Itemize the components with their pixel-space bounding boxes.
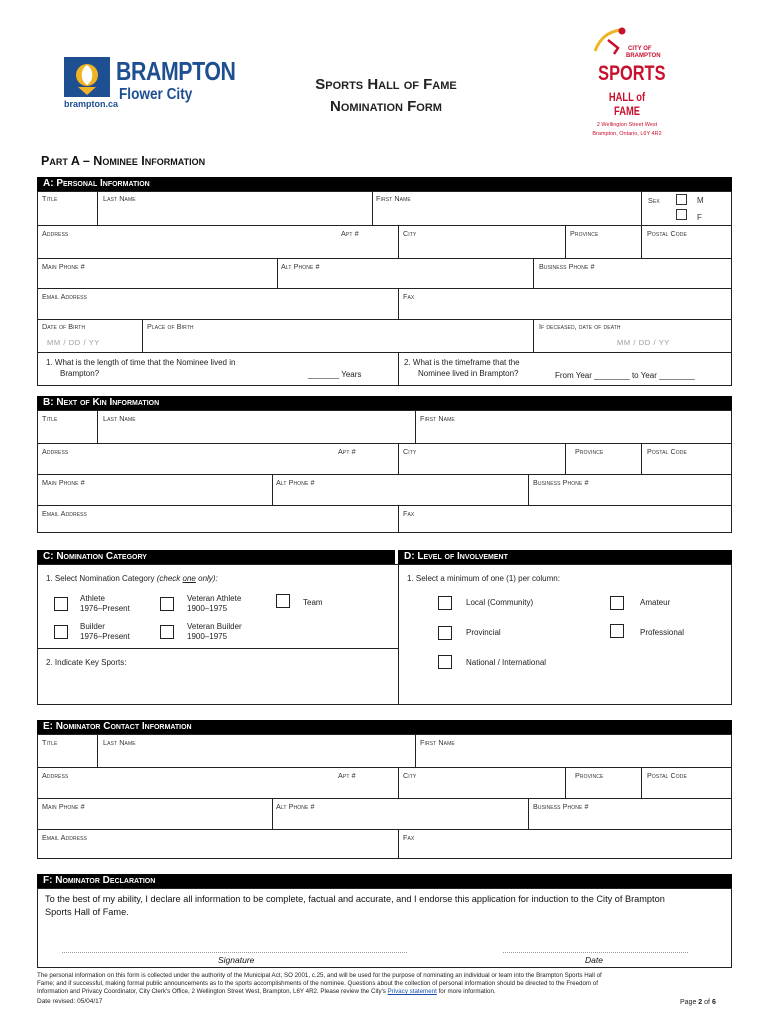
b-title-label: Title xyxy=(42,414,58,423)
section-a-header: A: Personal Information xyxy=(37,177,732,191)
builder-years: 1976–Present xyxy=(80,632,130,641)
amateur-label: Amateur xyxy=(640,598,671,607)
badge-city-2: BRAMPTON xyxy=(626,53,661,59)
b-main-phone-label: Main Phone # xyxy=(42,478,85,487)
death-date-hint[interactable]: MM / DD / YY xyxy=(617,338,670,347)
e-alt-phone-label: Alt Phone # xyxy=(276,802,315,811)
team-checkbox[interactable] xyxy=(276,594,290,608)
athlete-years: 1976–Present xyxy=(80,604,130,613)
c-question-2: 2. Indicate Key Sports: xyxy=(46,658,127,667)
e-email-label: Email Address xyxy=(42,833,87,842)
a-postal-label: Postal Code xyxy=(647,229,687,238)
e-city-label: City xyxy=(403,771,417,780)
a-question-1b: Brampton? xyxy=(60,369,100,378)
c-hint-one: one xyxy=(182,574,196,583)
page-of: of xyxy=(702,999,712,1006)
section-c-header: C: Nomination Category xyxy=(37,550,395,564)
a-first-name-label: First Name xyxy=(376,194,411,203)
athlete-figure-icon xyxy=(590,26,630,56)
a-fax-label: Fax xyxy=(403,292,415,301)
title-line-2: Nomination Form xyxy=(330,98,442,115)
signature-line[interactable] xyxy=(62,952,407,953)
signature-label: Signature xyxy=(218,955,255,965)
veteran-builder-checkbox[interactable] xyxy=(160,625,174,639)
builder-label: Builder xyxy=(80,622,105,631)
athlete-checkbox[interactable] xyxy=(54,597,68,611)
a-pob-label: Place of Birth xyxy=(147,322,194,331)
b-first-name-label: First Name xyxy=(420,414,455,423)
veteran-builder-label: Veteran Builder xyxy=(187,622,242,631)
c-hint-post: only): xyxy=(195,574,218,583)
b-address-label: Address xyxy=(42,447,69,456)
a-alt-phone-label: Alt Phone # xyxy=(281,262,320,271)
brampton-logo xyxy=(64,57,244,112)
b-last-name-label: Last Name xyxy=(103,414,136,423)
a-address-label: Address xyxy=(42,229,69,238)
e-apt-label: Apt # xyxy=(338,771,356,780)
provincial-checkbox[interactable] xyxy=(438,626,452,640)
section-d-header: D: Level of Involvement xyxy=(398,550,732,564)
logo-word: BRAMPTON xyxy=(116,56,236,86)
amateur-checkbox[interactable] xyxy=(610,596,624,610)
badge-address-2: Brampton, Ontario, L6Y 4R2 xyxy=(592,131,662,137)
b-province-label: Province xyxy=(575,447,604,456)
section-f-header: F: Nominator Declaration xyxy=(37,874,732,888)
e-address-label: Address xyxy=(42,771,69,780)
a-sex-label: Sex xyxy=(648,196,660,205)
a-deceased-label: If deceased, date of death xyxy=(539,322,621,331)
page-total: 6 xyxy=(711,999,716,1006)
section-cd-box xyxy=(37,564,732,705)
a-main-phone-label: Main Phone # xyxy=(42,262,85,271)
b-apt-label: Apt # xyxy=(338,447,356,456)
notice-line-3 xyxy=(37,988,737,996)
athlete-label: Athlete xyxy=(80,594,105,603)
page-number xyxy=(680,999,716,1006)
veteran-athlete-years: 1900–1975 xyxy=(187,604,228,613)
b-postal-label: Postal Code xyxy=(647,447,687,456)
privacy-notice xyxy=(37,972,737,997)
e-first-name-label: First Name xyxy=(420,738,455,747)
notice-line-2: Fame; and if successful, making formal public announcements as to the sports accomplishments of the nominee. Questions about the collection of personal information should be directed to the Freedom of xyxy=(37,980,598,988)
badge-hall: HALL of FAME xyxy=(608,90,646,118)
notice-line-3-pre: Information and Privacy Coordinator, City Clerk's Office, 2 Wellington Street West, Brampton, L6Y 4R2. Please review the City's xyxy=(37,988,388,996)
b-business-phone-label: Business Phone # xyxy=(533,478,589,487)
section-e-box xyxy=(37,734,732,859)
a-question-2b: Nominee lived in Brampton? xyxy=(418,369,519,378)
sex-f-checkbox[interactable] xyxy=(676,209,687,220)
badge-address-1: 2 Wellington Street West xyxy=(596,122,658,128)
privacy-statement-link[interactable]: Privacy statement xyxy=(387,988,437,996)
a-last-name-label: Last Name xyxy=(103,194,136,203)
a-question-1: 1. What is the length of time that the Nominee lived in xyxy=(46,358,236,367)
national-label: National / International xyxy=(466,658,547,667)
declaration-line-1: To the best of my ability, I declare all information to be complete, factual and accurate, and I endorse this application for induction to the City of Brampton xyxy=(45,894,665,904)
badge-sports: SPORTS xyxy=(598,62,666,85)
notice-line-3-post: for more information. xyxy=(436,988,496,996)
e-business-phone-label: Business Phone # xyxy=(533,802,589,811)
declaration-text xyxy=(45,893,735,919)
section-e-header: E: Nominator Contact Information xyxy=(37,720,732,734)
professional-checkbox[interactable] xyxy=(610,624,624,638)
a-province-label: Province xyxy=(570,229,599,238)
b-fax-label: Fax xyxy=(403,509,415,518)
e-fax-label: Fax xyxy=(403,833,415,842)
b-alt-phone-label: Alt Phone # xyxy=(276,478,315,487)
c-question-1-hint xyxy=(157,574,218,583)
d-question-1: 1. Select a minimum of one (1) per column: xyxy=(407,574,560,583)
section-b-header: B: Next of Kin Information xyxy=(37,396,732,410)
a-question-2: 2. What is the timeframe that the xyxy=(404,358,520,367)
a-business-phone-label: Business Phone # xyxy=(539,262,595,271)
e-last-name-label: Last Name xyxy=(103,738,136,747)
e-postal-label: Postal Code xyxy=(647,771,687,780)
veteran-builder-years: 1900–1975 xyxy=(187,632,228,641)
year-range-field[interactable]: From Year ________ to Year ________ xyxy=(555,371,695,380)
b-email-label: Email Address xyxy=(42,509,87,518)
team-label: Team xyxy=(303,598,323,607)
section-b-box xyxy=(37,410,732,533)
date-label: Date xyxy=(585,955,603,965)
b-city-label: City xyxy=(403,447,417,456)
veteran-athlete-label: Veteran Athlete xyxy=(187,594,242,603)
sex-m-checkbox[interactable] xyxy=(676,194,687,205)
flower-logo-icon xyxy=(64,57,110,97)
national-checkbox[interactable] xyxy=(438,655,452,669)
date-revised: Date revised: 05/04/17 xyxy=(37,998,103,1005)
e-province-label: Province xyxy=(575,771,604,780)
logo-sub: Flower City xyxy=(119,86,193,103)
builder-checkbox[interactable] xyxy=(54,625,68,639)
notice-line-1: The personal information on this form is collected under the authority of the Municipal Act, SO 2001, c.25, and will be used for the purpose of nominating an individual or team into the Brampton Sports Hall of xyxy=(37,972,602,979)
part-a-title: Part A – Nominee Information xyxy=(41,154,206,168)
provincial-label: Provincial xyxy=(466,628,501,637)
c-hint-pre: (check xyxy=(156,574,183,583)
e-main-phone-label: Main Phone # xyxy=(42,802,85,811)
page-current: 2 xyxy=(698,999,703,1006)
declaration-line-2: Sports Hall of Fame. xyxy=(45,907,129,917)
veteran-athlete-checkbox[interactable] xyxy=(160,597,174,611)
badge-city: CITY OF xyxy=(628,46,652,52)
page-title xyxy=(286,74,486,118)
local-checkbox[interactable] xyxy=(438,596,452,610)
years-field[interactable]: _______ Years xyxy=(308,370,362,379)
date-line[interactable] xyxy=(503,952,688,953)
title-line-1: Sports Hall of Fame xyxy=(315,76,457,93)
a-city-label: City xyxy=(403,229,417,238)
page-prefix: Page xyxy=(680,999,699,1006)
c-question-1-text: 1. Select Nomination Category xyxy=(46,574,155,583)
a-apt-label: Apt # xyxy=(341,229,359,238)
a-dob-label: Date of Birth xyxy=(42,322,86,331)
professional-label: Professional xyxy=(640,628,685,637)
sex-f-label: F xyxy=(697,213,702,222)
hall-of-fame-badge xyxy=(588,24,666,146)
dob-hint[interactable]: MM / DD / YY xyxy=(47,338,100,347)
a-email-label: Email Address xyxy=(42,292,87,301)
sex-m-label: M xyxy=(697,196,704,205)
logo-url: brampton.ca xyxy=(64,99,119,109)
a-title-label: Title xyxy=(42,194,58,203)
e-title-label: Title xyxy=(42,738,58,747)
local-label: Local (Community) xyxy=(466,598,534,607)
c-question-1 xyxy=(46,574,218,584)
